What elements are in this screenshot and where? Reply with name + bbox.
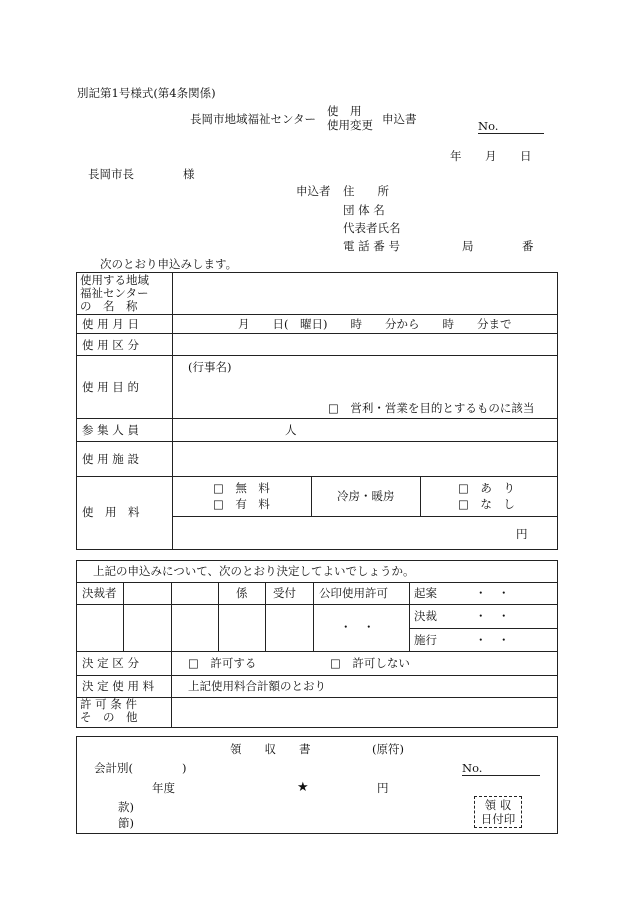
phone-number: 番 [522, 239, 534, 253]
enforce-date: ・ ・ [475, 633, 510, 647]
account-label: 会計別( [94, 761, 133, 775]
center-name-label: 使用する地域 福祉センター の 名 称 [80, 273, 149, 313]
attendees-label: 参 集 人 員 [82, 423, 139, 437]
applicant-label: 申込者 [296, 184, 331, 198]
conditions-label: 許 可 条 件 そ の 他 [80, 697, 138, 724]
title-use: 使 用 [327, 104, 362, 118]
enforce-label: 施行 [414, 633, 437, 647]
account-close: ) [182, 761, 187, 775]
use-date-value[interactable]: 月 日( 曜日) 時 分から 時 分まで [238, 317, 512, 331]
attendees-unit: 人 [285, 423, 297, 437]
receipt-title: 領 収 書 [230, 742, 311, 756]
receipt-no-label: No. [462, 761, 483, 775]
seal-permit-label: 公印使用許可 [319, 586, 388, 600]
use-category-field[interactable] [173, 334, 557, 354]
receipt-yen: 円 [377, 781, 389, 795]
title-suffix: 申込書 [382, 112, 417, 126]
receipt-no-field[interactable] [462, 761, 540, 776]
applicant-address-label: 住 所 [343, 184, 389, 198]
title-prefix: 長岡市地域福祉センター [190, 112, 317, 126]
draft-date: ・ ・ [475, 586, 510, 600]
addressee: 長岡市長 [88, 167, 134, 181]
fee-decision-label: 決 定 使 用 料 [82, 679, 155, 693]
receipt-date-stamp: 領 収 日付印 [474, 796, 522, 828]
conditions-field[interactable] [172, 698, 557, 727]
approver-label: 決裁者 [82, 586, 117, 600]
decision-label: 決裁 [414, 609, 437, 623]
aircon-yes-checkbox[interactable]: □ あ り [458, 481, 515, 495]
no-label: No. [478, 119, 499, 133]
fiscal-year-label: 年度 [152, 781, 175, 795]
seal-date: ・ ・ [340, 620, 375, 634]
event-name-label: (行事名) [188, 360, 232, 374]
date-month: 月 [485, 149, 497, 163]
reception-label: 受付 [273, 586, 296, 600]
fee-paid-checkbox[interactable]: □ 有 料 [213, 497, 270, 511]
phone-exchange: 局 [462, 239, 474, 253]
use-category-label: 使 用 区 分 [82, 338, 139, 352]
aircon-label: 冷房・暖房 [337, 489, 395, 503]
fee-decision-value: 上記使用料合計額のとおり [188, 679, 326, 693]
use-date-label: 使 用 月 日 [82, 317, 139, 331]
draft-label: 起案 [414, 586, 437, 600]
star-icon: ★ [297, 780, 309, 795]
honorific: 様 [183, 167, 195, 181]
not-permit-checkbox[interactable]: □ 許可しない [330, 656, 410, 670]
decision-class-label: 決 定 区 分 [82, 656, 139, 670]
decision-date: ・ ・ [475, 609, 510, 623]
use-purpose-label: 使 用 目 的 [82, 380, 139, 394]
fee-free-checkbox[interactable]: □ 無 料 [213, 481, 270, 495]
intro-text: 次のとおり申込みします。 [100, 257, 238, 271]
fee-label: 使 用 料 [82, 505, 140, 519]
section-label: 款) [118, 800, 134, 814]
fee-yen: 円 [516, 527, 528, 541]
decision-intro: 上記の申込みについて、次のとおり決定してよいでしょうか。 [93, 564, 415, 578]
staff-label: 係 [236, 586, 248, 600]
applicant-phone-label: 電 話 番 号 [343, 239, 400, 253]
permit-checkbox[interactable]: □ 許可する [188, 656, 257, 670]
date-day: 日 [520, 149, 532, 163]
no-field[interactable] [478, 119, 544, 134]
date-year: 年 [450, 149, 462, 163]
receipt-original: (原符) [372, 742, 404, 756]
form-number: 別記第1号様式(第4条関係) [77, 86, 216, 100]
applicant-rep-label: 代表者氏名 [343, 221, 401, 235]
center-name-field[interactable] [173, 273, 557, 313]
facility-label: 使 用 施 設 [82, 452, 139, 466]
subsection-label: 節) [118, 816, 134, 830]
facility-field[interactable] [173, 442, 557, 475]
title-change: 使用変更 [327, 118, 373, 132]
commercial-checkbox[interactable]: □ 営利・営業を目的とするものに該当 [328, 401, 535, 415]
aircon-no-checkbox[interactable]: □ な し [458, 497, 515, 511]
applicant-org-label: 団 体 名 [343, 203, 385, 217]
